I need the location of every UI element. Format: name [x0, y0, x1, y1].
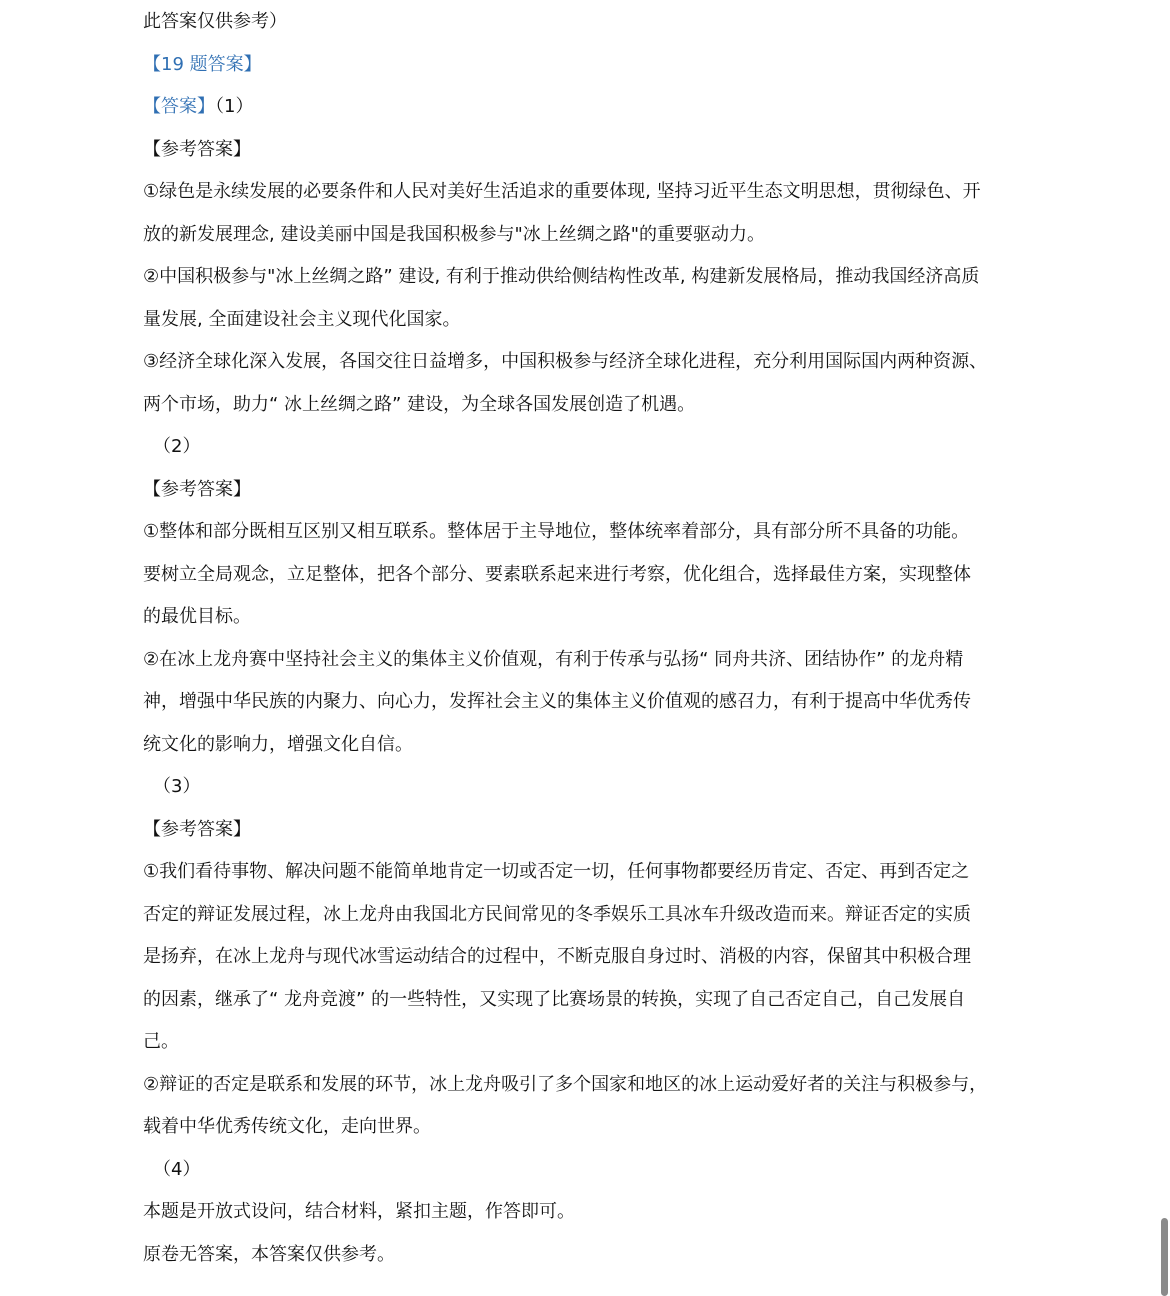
text-line: ①我们看待事物、解决问题不能简单地肯定一切或否定一切，任何事物都要经历肯定、否定、再到否定之 [143, 861, 970, 882]
reference-answer-label: 【参考答案】 [143, 479, 251, 500]
part-number: （1） [215, 96, 254, 117]
part-number: （2） [153, 436, 201, 457]
text-line: ①整体和部分既相互区别又相互联系。整体居于主导地位，整体统率着部分，具有部分所不具备的功能。 [143, 521, 970, 542]
text-line: 统文化的影响力，增强文化自信。 [143, 734, 413, 755]
text-line: 要树立全局观念，立足整体，把各个部分、要素联系起来进行考察，优化组合，选择最佳方案，实现整体 [143, 564, 971, 585]
text-line: ①绿色是永续发展的必要条件和人民对美好生活追求的重要体现, 坚持习近平生态文明思想，贯彻绿色、开 [143, 181, 981, 202]
text-line: 原卷无答案，本答案仅供参考。 [143, 1244, 395, 1265]
answer-heading [143, 94, 253, 120]
text-line: 的因素，继承了“ 龙舟竞渡” 的一些特性，又实现了比赛场景的转换，实现了自己否定自己，自己发展自 [143, 989, 966, 1010]
reference-answer-label: 【参考答案】 [143, 819, 251, 840]
text-line: ②在冰上龙舟赛中坚持社会主义的集体主义价值观，有利于传承与弘扬“ 同舟共济、团结协作” 的龙舟精 [143, 649, 964, 670]
scrollbar-thumb[interactable] [1161, 1218, 1168, 1296]
text-line: 放的新发展理念, 建设美丽中国是我国积极参与"冰上丝绸之路"的重要驱动力。 [143, 224, 765, 245]
text-line: 否定的辩证发展过程，冰上龙舟由我国北方民间常见的冬季娱乐工具冰车升级改造而来。辩证否定的实质 [143, 904, 971, 925]
text-line: ②辩证的否定是联系和发展的环节，冰上龙舟吸引了多个国家和地区的冰上运动爱好者的关注与积极参与， [143, 1074, 988, 1095]
text-line: 的最优目标。 [143, 606, 251, 627]
text-line: 此答案仅供参考） [143, 11, 287, 32]
part-number: （3） [153, 776, 201, 797]
text-line: ③经济全球化深入发展，各国交往日益增多，中国积极参与经济全球化进程，充分利用国际国内两种资源、 [143, 351, 988, 372]
text-line: 神，增强中华民族的内聚力、向心力，发挥社会主义的集体主义价值观的感召力，有利于提高中华优秀传 [143, 691, 971, 712]
part-number: （4） [153, 1159, 201, 1180]
text-line: 量发展, 全面建设社会主义现代化国家。 [143, 309, 461, 330]
text-line: 己。 [143, 1031, 179, 1052]
answer-label: 【答案】 [143, 96, 215, 117]
question-heading: 【19 题答案】 [143, 54, 262, 75]
text-line: 两个市场，助力“ 冰上丝绸之路” 建设，为全球各国发展创造了机遇。 [143, 394, 696, 415]
reference-answer-label: 【参考答案】 [143, 139, 251, 160]
text-line: 载着中华优秀传统文化，走向世界。 [143, 1116, 431, 1137]
text-line: 是扬弃，在冰上龙舟与现代冰雪运动结合的过程中，不断克服自身过时、消极的内容，保留其中积极合理 [143, 946, 971, 967]
text-line: ②中国积极参与"冰上丝绸之路” 建设, 有利于推动供给侧结构性改革, 构建新发展格局，推动我国经济高质 [143, 266, 980, 287]
text-line: 本题是开放式设问，结合材料，紧扣主题，作答即可。 [143, 1201, 575, 1222]
